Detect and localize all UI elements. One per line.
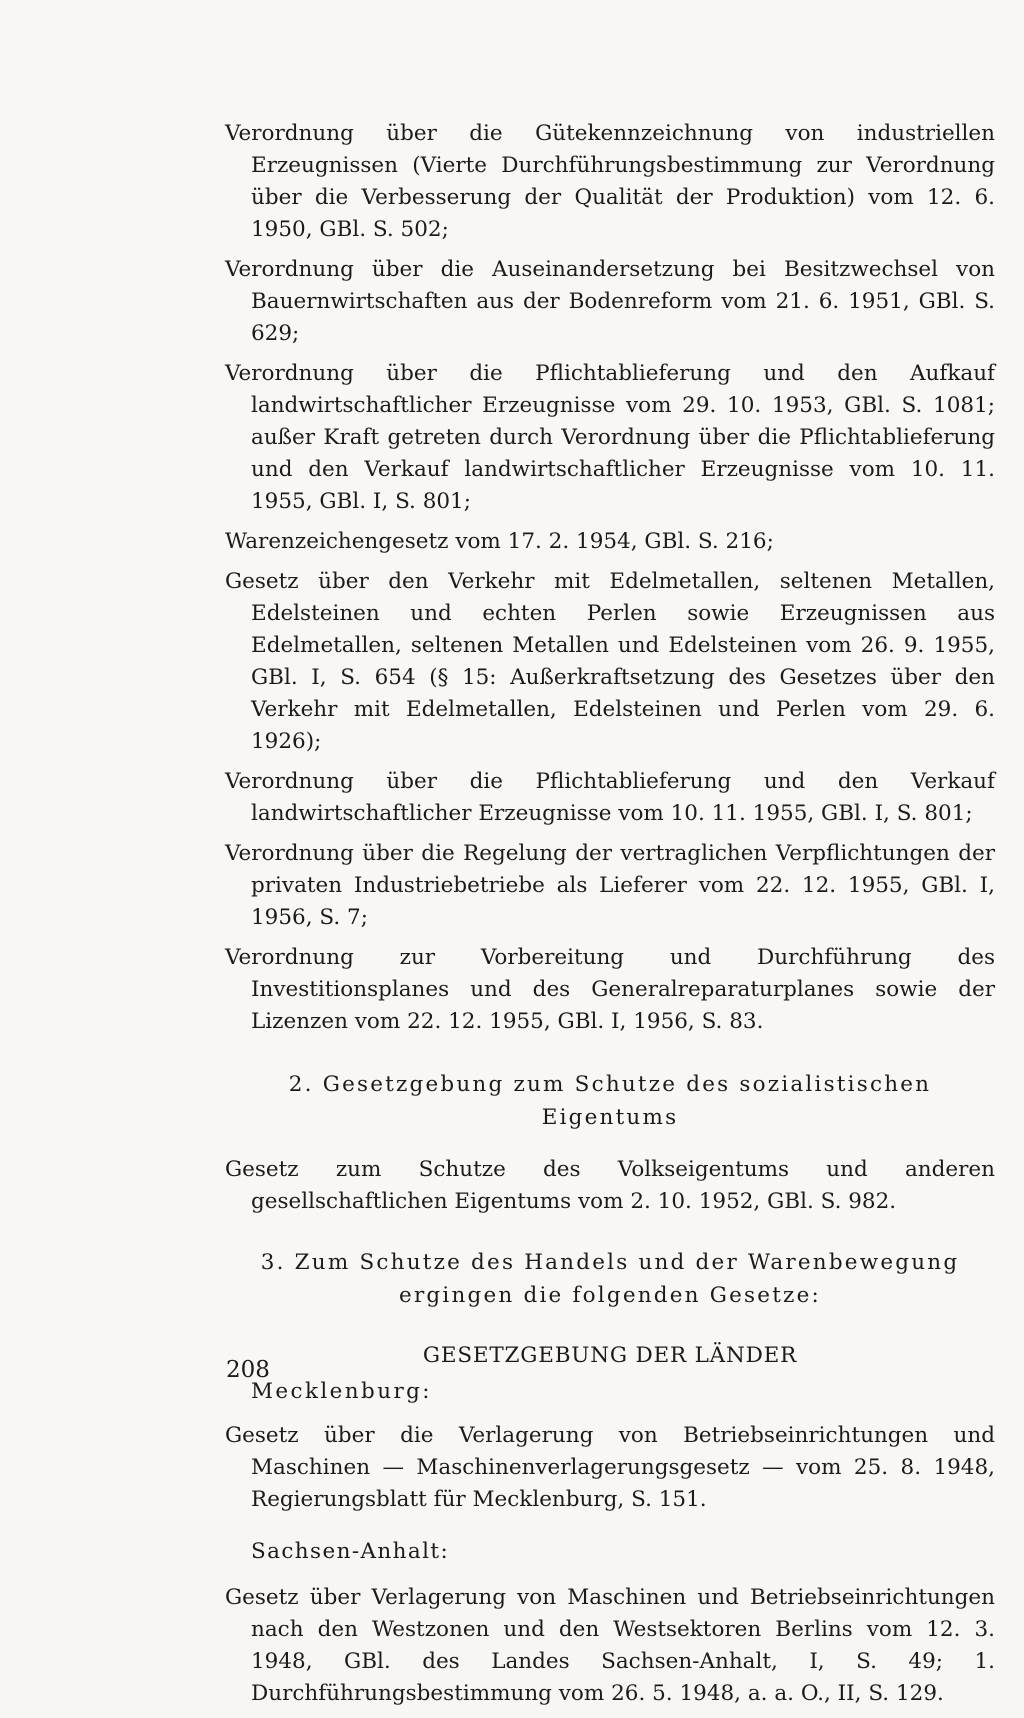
law-entry: Verordnung über die Pflichtablieferung und den Aufkauf landwirtschaftlicher Erzeugnisse vom 29. 10. 1953, GBl. S. 1081; außer Kraft getreten durch Verordnung über die Pflichtablieferung und den Verkauf landwirtschaftlicher Erzeugnisse vom 10. 11. 1955, GBl. I, S. 801; bbox=[225, 361, 995, 514]
law-entry: Gesetz über Verlagerung von Maschinen und Betriebseinrichtungen nach den Westzonen und den Westsektoren Berlins vom 12. 3. 1948, GBl. des Landes Sachsen-Anhalt, I, S. 49; 1. Durchführungsbestimmung vom 26. 5. 1948, a. a. O., II, S. 129. bbox=[225, 1585, 995, 1706]
law-entry: Verordnung über die Auseinandersetzung bei Besitzwechsel von Bauernwirtschaften aus der Bodenreform vom 21. 6. 1951, GBl. S. 629; bbox=[225, 257, 995, 346]
section-3-heading-line2: ergingen die folgenden Gesetze: bbox=[399, 1283, 821, 1308]
page-content bbox=[225, 118, 995, 1718]
region-heading-sachsen-anhalt: Sachsen-Anhalt: bbox=[251, 1539, 450, 1564]
law-entry: Gesetz über den Verkehr mit Edelmetallen, seltenen Metallen, Edelsteinen und echten Perlen sowie Erzeugnissen aus Edelmetallen, seltenen Metallen und Edelsteinen vom 26. 9. 1955, GBl. I, S. 654 (§ 15: Außerkraftsetzung des Gesetzes über den Verkehr mit Edelmetallen, Edelsteinen und Perlen vom 29. 6. 1926); bbox=[225, 569, 995, 754]
law-entry: Verordnung über die Regelung der vertraglichen Verpflichtungen der privaten Industriebetriebe als Lieferer vom 22. 12. 1955, GBl. I, 1956, S. 7; bbox=[225, 841, 995, 930]
law-entry: Gesetz zum Schutze des Volkseigentums und anderen gesellschaftlichen Eigentums vom 2. 10. 1952, GBl. S. 982. bbox=[225, 1157, 995, 1214]
law-entry: Verordnung über die Gütekennzeichnung von industriellen Erzeugnissen (Vierte Durchführungsbestimmung zur Verordnung über die Verbesserung der Qualität der Produktion) vom 12. 6. 1950, GBl. S. 502; bbox=[225, 121, 995, 242]
page-number: 208 bbox=[226, 1357, 270, 1383]
section-2-heading-line2: Eigentums bbox=[541, 1105, 679, 1130]
region-heading-mecklenburg: Mecklenburg: bbox=[251, 1379, 432, 1404]
law-entry: Verordnung zur Vorbereitung und Durchführung des Investitionsplanes und des Generalreparaturplanes sowie der Lizenzen vom 22. 12. 1955, GBl. I, 1956, S. 83. bbox=[225, 945, 995, 1034]
law-entry: Gesetz über die Verlagerung von Betriebseinrichtungen und Maschinen — Maschinenverlagerungsgesetz — vom 25. 8. 1948, Regierungsblatt für Mecklenburg, S. 151. bbox=[225, 1423, 995, 1512]
law-entry: Warenzeichengesetz vom 17. 2. 1954, GBl. S. 216; bbox=[225, 529, 774, 554]
section-3-heading bbox=[225, 1246, 995, 1312]
laender-heading: GESETZGEBUNG DER LÄNDER bbox=[422, 1343, 798, 1368]
section-2-heading-line1: 2. Gesetzgebung zum Schutze des sozialistischen bbox=[288, 1072, 932, 1097]
section-2-heading bbox=[225, 1068, 995, 1134]
law-entry: Verordnung über die Pflichtablieferung und den Verkauf landwirtschaftlicher Erzeugnisse vom 10. 11. 1955, GBl. I, S. 801; bbox=[225, 769, 995, 826]
section-3-heading-line1: 3. Zum Schutze des Handels und der Warenbewegung bbox=[260, 1250, 960, 1275]
